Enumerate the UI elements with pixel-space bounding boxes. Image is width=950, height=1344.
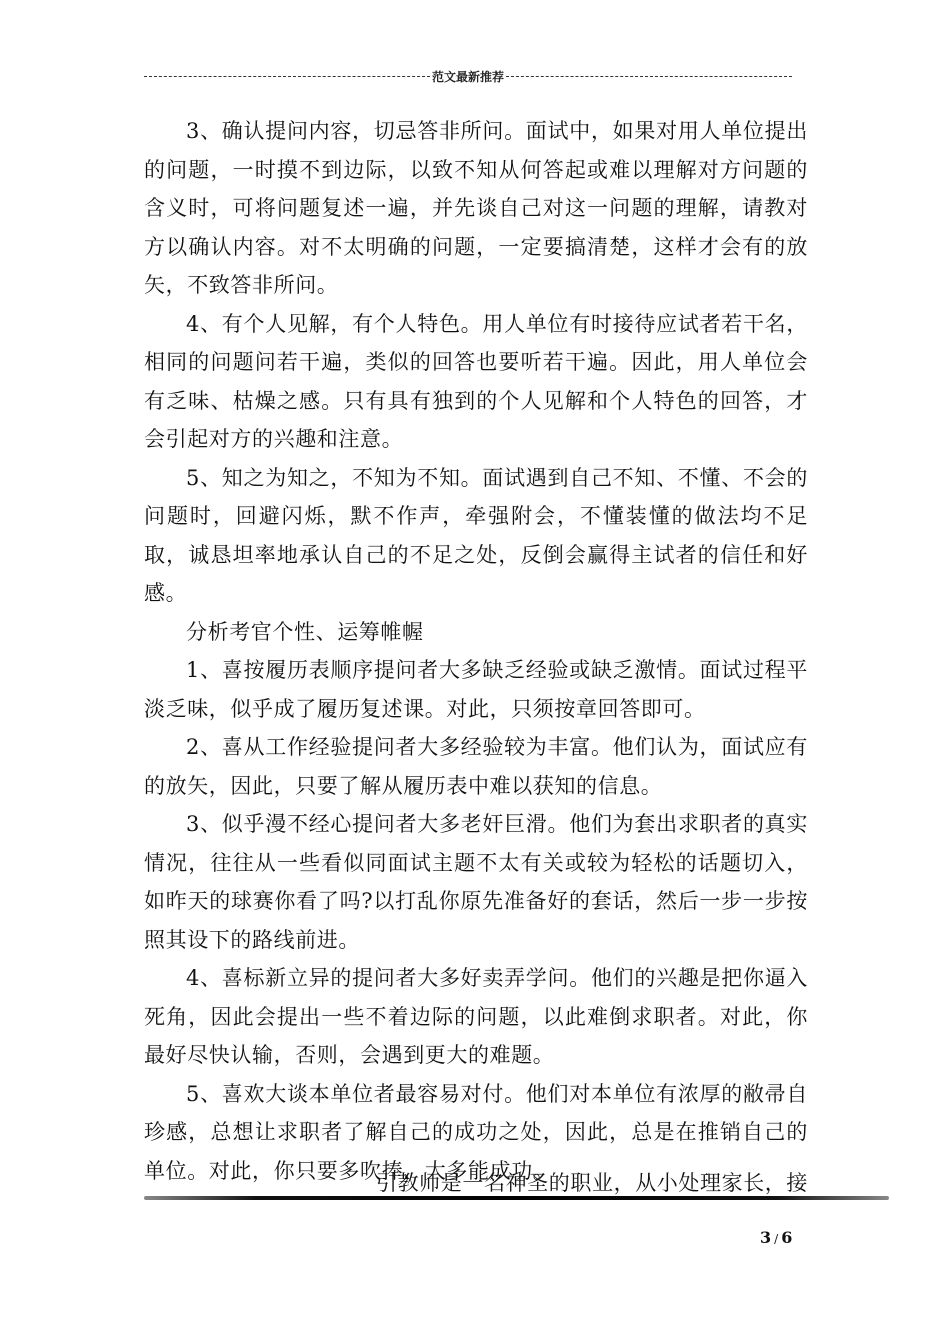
paragraph: 5、喜欢大谈本单位者最容易对付。他们对本单位有浓厚的敝帚自珍感，总想让求职者了解自己的成功之处，因此，总是在推销自己的单位。对此，你只要多吹捧，大多能成功。 xyxy=(144,1081,808,1183)
continuation-line: 引教师是一名神圣的职业，从小处理家长，接 xyxy=(376,1171,808,1195)
page-separator: / xyxy=(774,1232,779,1246)
page-number xyxy=(760,1228,820,1247)
page-header xyxy=(144,66,792,86)
paragraph: 4、有个人见解，有个人特色。用人单位有时接待应试者若干名，相同的问题问若干遍，类似的回答也要听若干遍。因此，用人单位会有乏味、枯燥之感。只有具有独到的个人见解和个人特色的回答，才会引起对方的兴趣和注意。 xyxy=(144,311,808,451)
paragraph: 3、似乎漫不经心提问者大多老奸巨滑。他们为套出求职者的真实情况，往往从一些看似同面试主题不太有关或较为轻松的话题切入，如昨天的球赛你看了吗?以打乱你原先准备好的套话，然后一步一步按照其设下的路线前进。 xyxy=(144,812,808,952)
page-total: 6 xyxy=(781,1228,793,1247)
paragraph: 5、知之为知之，不知为不知。面试遇到自己不知、不懂、不会的问题时，回避闪烁，默不作声，牵强附会，不懂装懂的做法均不足取，诚恳坦率地承认自己的不足之处，反倒会赢得主试者的信任和好感。 xyxy=(144,465,808,605)
footer-rule xyxy=(144,1196,889,1200)
page-current: 3 xyxy=(760,1228,772,1247)
header-dashed-rule-left xyxy=(144,76,430,77)
section-heading: 分析考官个性、运筹帷幄 xyxy=(186,619,424,644)
paragraph: 4、喜标新立异的提问者大多好卖弄学问。他们的兴趣是把你逼入死角，因此会提出一些不着边际的问题，以此难倒求职者。对此，你最好尽快认输，否则，会遇到更大的难题。 xyxy=(144,966,808,1067)
header-dashed-rule-right xyxy=(506,76,792,77)
document-body xyxy=(144,112,808,1190)
paragraph: 2、喜从工作经验提问者大多经验较为丰富。他们认为，面试应有的放矢，因此，只要了解从履历表中难以获知的信息。 xyxy=(144,735,808,798)
paragraph: 1、喜按履历表顺序提问者大多缺乏经验或缺乏激情。面试过程平淡乏味，似乎成了履历复述课。对此，只须按章回答即可。 xyxy=(144,658,808,721)
paragraph: 3、确认提问内容，切忌答非所问。面试中，如果对用人单位提出的问题，一时摸不到边际，以致不知从何答起或难以理解对方问题的含义时，可将问题复述一遍，并先谈自己对这一问题的理解，请教对方以确认内容。对不太明确的问题，一定要搞清楚，这样才会有的放矢，不致答非所问。 xyxy=(144,119,808,297)
header-title: 范文最新推荐 xyxy=(432,69,505,84)
